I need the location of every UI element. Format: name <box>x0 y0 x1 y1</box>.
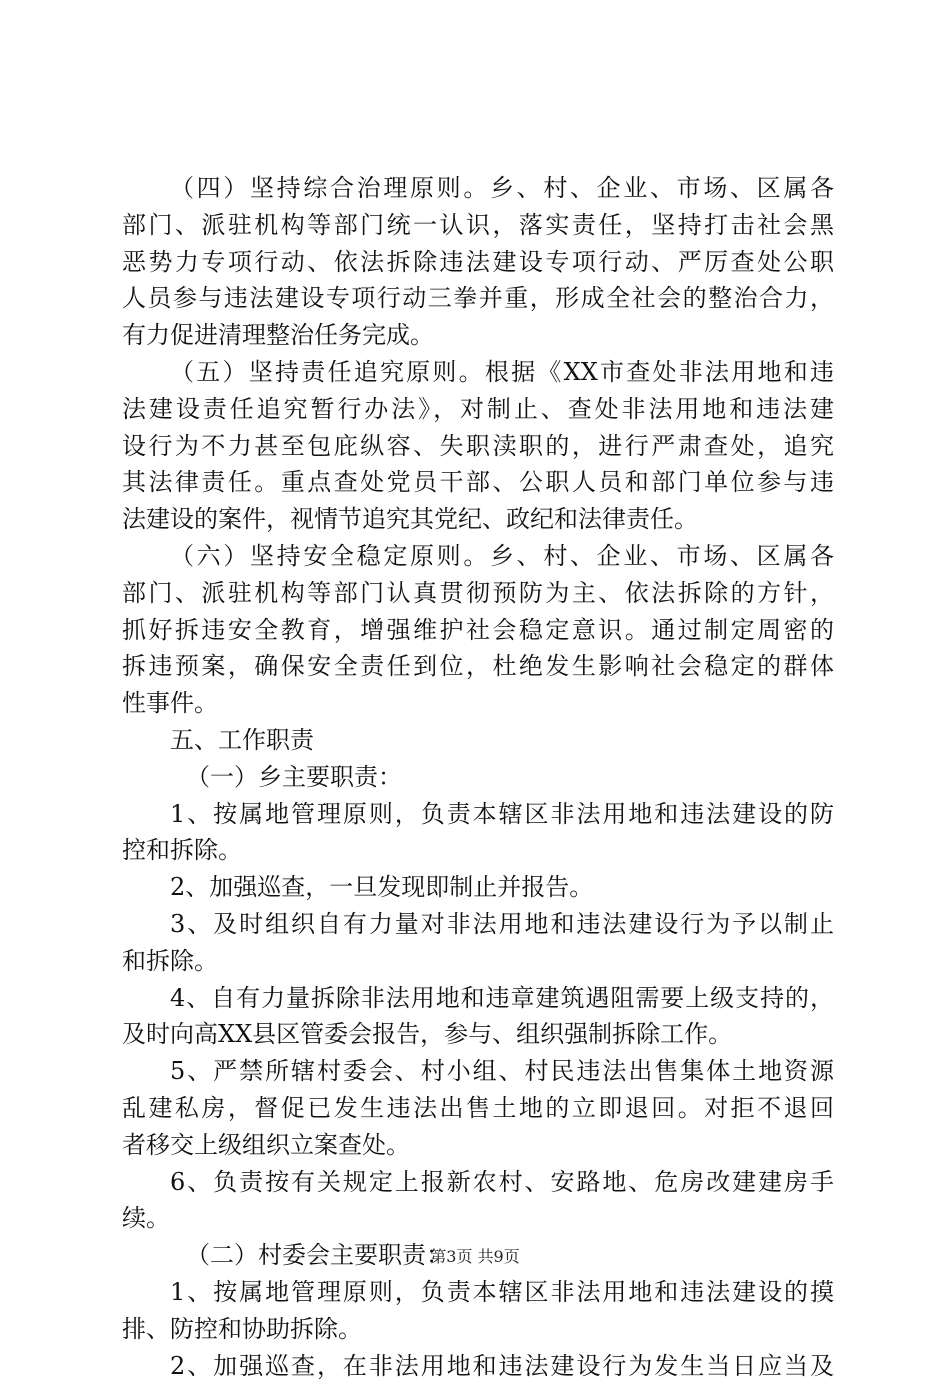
paragraph-line: 性事件。 <box>122 685 834 722</box>
paragraph-line: （四）坚持综合治理原则。乡、村、企业、市场、区属各 <box>122 170 834 207</box>
paragraph-line: 部门、派驻机构等部门认真贯彻预防为主、依法拆除的方针， <box>122 575 834 612</box>
paragraph-line: 拆违预案，确保安全责任到位，杜绝发生影响社会稳定的群体 <box>122 648 834 685</box>
paragraph-line: 设行为不力甚至包庇纵容、失职渎职的，进行严肃查处，追究 <box>122 428 834 465</box>
section-heading: 五、工作职责 <box>122 722 834 759</box>
paragraph-line: 法建设责任追究暂行办法》，对制止、查处非法用地和违法建 <box>122 391 834 428</box>
subsection-heading: （一）乡主要职责： <box>122 759 834 796</box>
list-item-line: 2、加强巡查，一旦发现即制止并报告。 <box>122 869 834 906</box>
list-item-line: 控和拆除。 <box>122 832 834 869</box>
subsection-heading: （二）村委会主要职责： <box>122 1237 834 1274</box>
list-item-line: 6、负责按有关规定上报新农村、安路地、危房改建建房手 <box>122 1164 834 1201</box>
document-body <box>122 170 834 1384</box>
list-item-line: 2、加强巡查，在非法用地和违法建设行为发生当日应当及 <box>122 1348 834 1384</box>
paragraph-line: （六）坚持安全稳定原则。乡、村、企业、市场、区属各 <box>122 538 834 575</box>
paragraph-line: 法建设的案件，视情节追究其党纪、政纪和法律责任。 <box>122 501 834 538</box>
paragraph-line: （五）坚持责任追究原则。根据《XX市查处非法用地和违 <box>122 354 834 391</box>
paragraph-line: 其法律责任。重点查处党员干部、公职人员和部门单位参与违 <box>122 464 834 501</box>
list-item-line: 续。 <box>122 1200 834 1237</box>
list-item-line: 排、防控和协助拆除。 <box>122 1311 834 1348</box>
list-item-line: 3、及时组织自有力量对非法用地和违法建设行为予以制止 <box>122 906 834 943</box>
page-footer: 第3页 共9页 <box>0 1244 950 1267</box>
list-item-line: 者移交上级组织立案查处。 <box>122 1127 834 1164</box>
list-item-line: 乱建私房，督促已发生违法出售土地的立即退回。对拒不退回 <box>122 1090 834 1127</box>
paragraph-line: 人员参与违法建设专项行动三拳并重，形成全社会的整治合力， <box>122 280 834 317</box>
paragraph-line: 部门、派驻机构等部门统一认识，落实责任，坚持打击社会黑 <box>122 207 834 244</box>
paragraph-line: 恶势力专项行动、依法拆除违法建设专项行动、严厉查处公职 <box>122 244 834 281</box>
list-item-line: 5、严禁所辖村委会、村小组、村民违法出售集体土地资源 <box>122 1053 834 1090</box>
paragraph-line: 有力促进清理整治任务完成。 <box>122 317 834 354</box>
list-item-line: 1、按属地管理原则，负责本辖区非法用地和违法建设的摸 <box>122 1274 834 1311</box>
list-item-line: 及时向高XX县区管委会报告，参与、组织强制拆除工作。 <box>122 1016 834 1053</box>
paragraph-line: 抓好拆违安全教育，增强维护社会稳定意识。通过制定周密的 <box>122 612 834 649</box>
list-item-line: 4、自有力量拆除非法用地和违章建筑遇阻需要上级支持的， <box>122 980 834 1017</box>
list-item-line: 和拆除。 <box>122 943 834 980</box>
list-item-line: 1、按属地管理原则，负责本辖区非法用地和违法建设的防 <box>122 796 834 833</box>
